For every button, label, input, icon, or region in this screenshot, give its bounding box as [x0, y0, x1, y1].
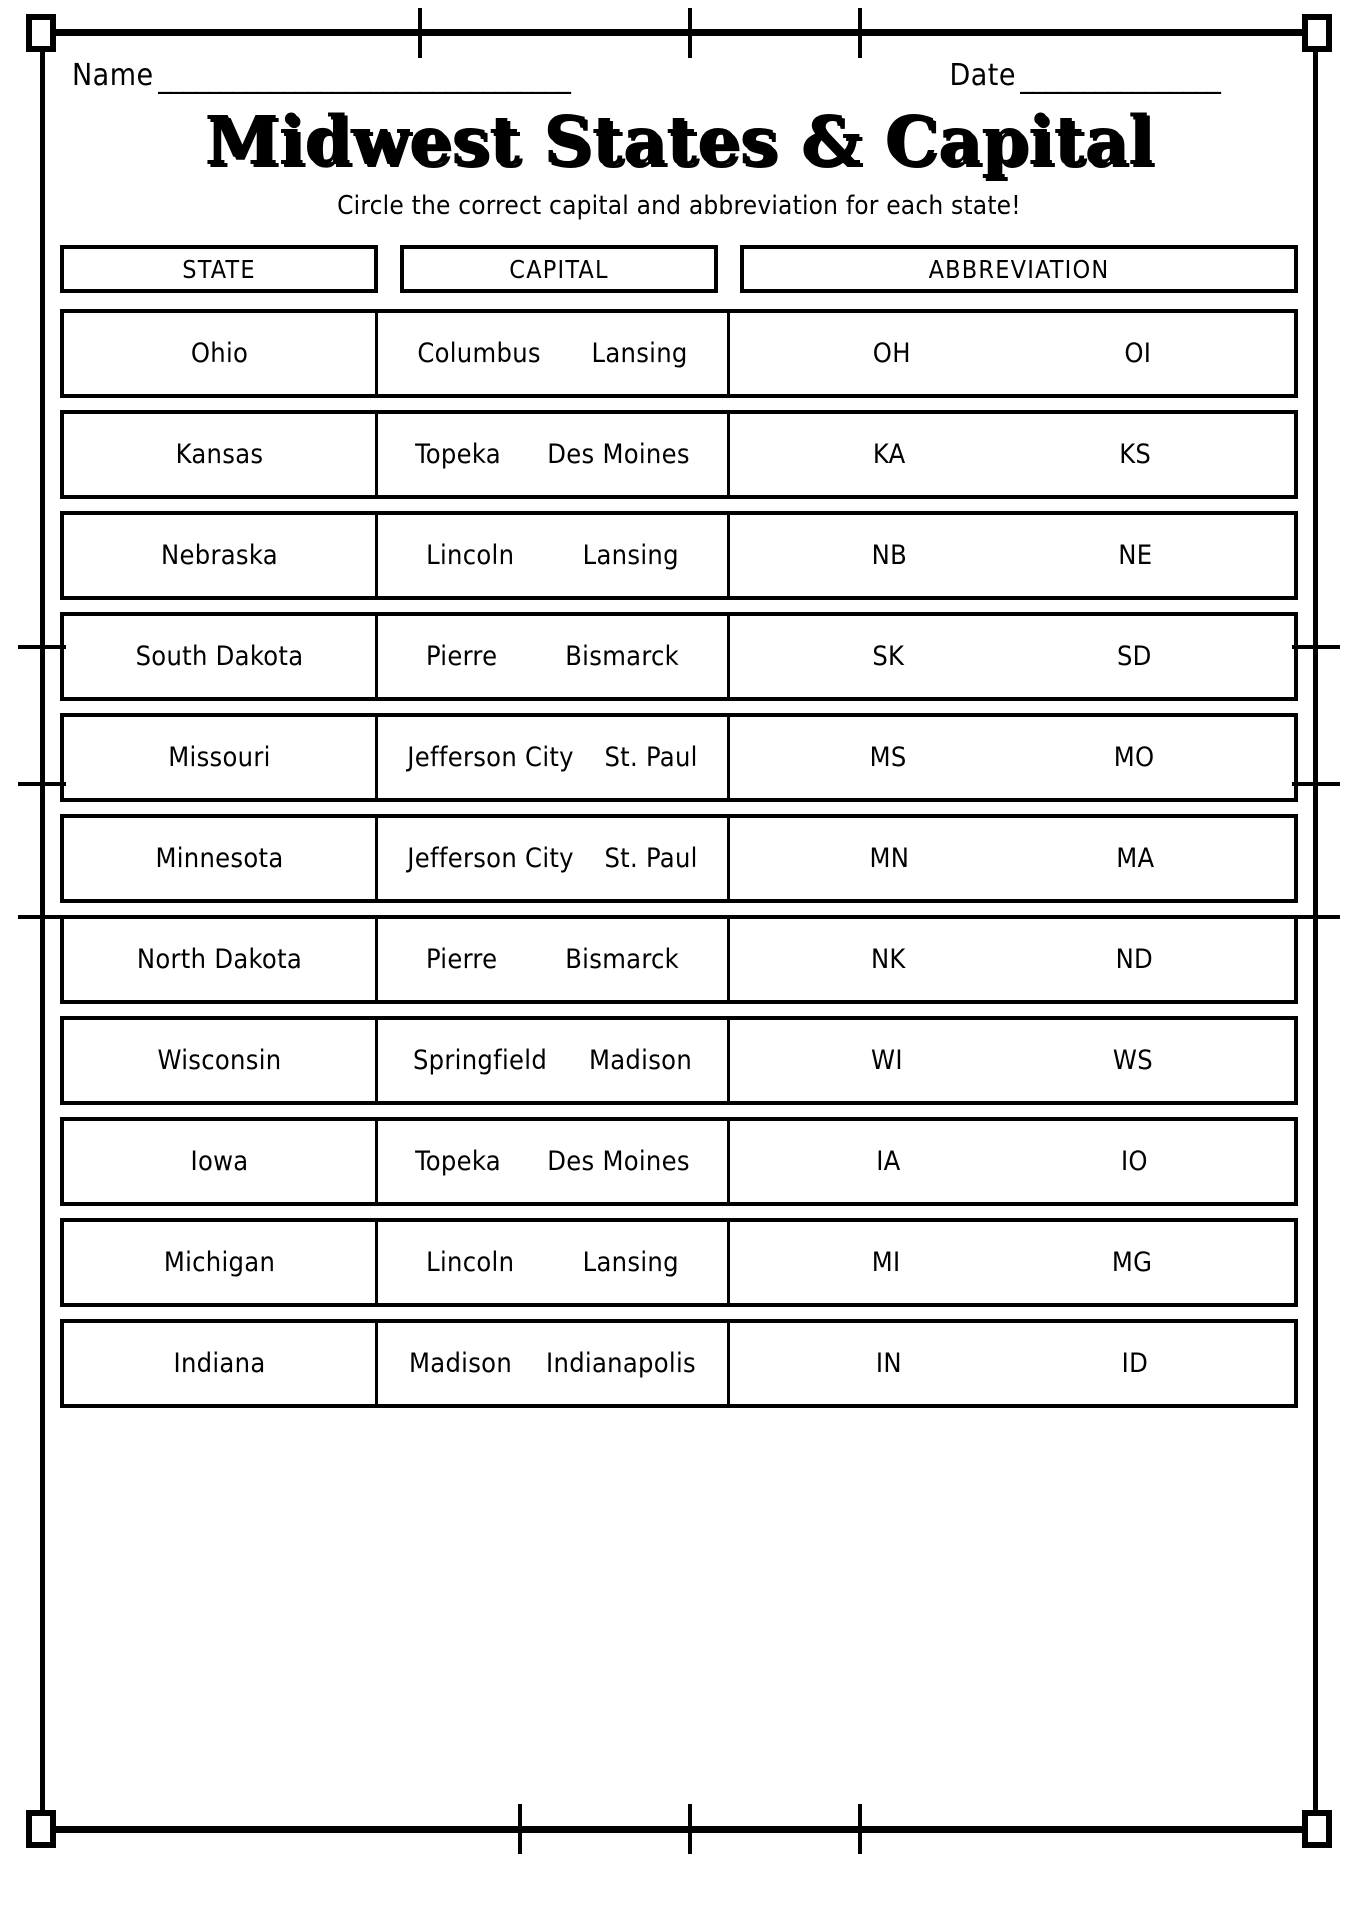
state-name-cell	[64, 818, 378, 899]
capital-options-cell	[378, 717, 730, 798]
abbreviation-option-a[interactable]: NK	[870, 944, 906, 976]
name-input-rule[interactable]: _________________________________	[157, 60, 570, 95]
table-row	[60, 814, 1298, 903]
abbreviation-option-b[interactable]: SD	[1116, 641, 1152, 673]
abbreviation-option-a[interactable]: WI	[871, 1045, 903, 1077]
state-name: Minnesota	[155, 843, 284, 875]
state-name-cell	[64, 1121, 378, 1202]
abbreviation-options-cell	[730, 616, 1294, 697]
capital-option-b[interactable]: Indianapolis	[546, 1348, 696, 1380]
frame-top-bar	[45, 29, 1313, 36]
capital-option-a[interactable]: Lincoln	[426, 1247, 515, 1279]
table-row	[60, 1117, 1298, 1206]
state-name-cell	[64, 616, 378, 697]
abbreviation-option-a[interactable]: MN	[869, 843, 910, 875]
state-name: Kansas	[175, 439, 264, 471]
capital-option-b[interactable]: Lansing	[591, 338, 688, 370]
capital-option-a[interactable]: Topeka	[415, 1146, 501, 1178]
abbreviation-options-cell	[730, 313, 1294, 394]
state-name: Wisconsin	[157, 1045, 282, 1077]
capital-option-a[interactable]: Jefferson City	[407, 843, 574, 875]
worksheet-instructions: Circle the correct capital and abbreviation for each state!	[337, 191, 1021, 222]
abbreviation-option-b[interactable]: MO	[1113, 742, 1155, 774]
capital-options-cell	[378, 1222, 730, 1303]
abbreviation-option-b[interactable]: IO	[1120, 1146, 1148, 1178]
abbreviation-option-b[interactable]: ND	[1115, 944, 1154, 976]
capital-option-a[interactable]: Springfield	[412, 1045, 548, 1077]
capital-option-a[interactable]: Madison	[409, 1348, 513, 1380]
abbreviation-options-cell	[730, 1020, 1294, 1101]
table-row	[60, 612, 1298, 701]
abbreviation-option-b[interactable]: MA	[1116, 843, 1155, 875]
table-body	[60, 309, 1298, 1408]
abbreviation-option-b[interactable]: MG	[1111, 1247, 1153, 1279]
capital-option-b[interactable]: Madison	[588, 1045, 693, 1077]
table-row	[60, 1319, 1298, 1408]
abbreviation-options-cell	[730, 1222, 1294, 1303]
capital-option-a[interactable]: Pierre	[425, 944, 498, 976]
abbreviation-option-a[interactable]: IA	[876, 1146, 901, 1178]
state-name-cell	[64, 515, 378, 596]
abbreviation-option-b[interactable]: OI	[1124, 338, 1152, 370]
capital-options-cell	[378, 1323, 730, 1404]
capital-options-cell	[378, 313, 730, 394]
frame-right-rule	[1313, 29, 1318, 1833]
abbreviation-option-a[interactable]: MS	[869, 742, 907, 774]
state-name: Nebraska	[161, 540, 278, 572]
capital-options-cell	[378, 616, 730, 697]
abbreviation-option-a[interactable]: IN	[875, 1348, 902, 1380]
state-name: Michigan	[163, 1247, 276, 1279]
capital-option-a[interactable]: Topeka	[415, 439, 501, 471]
state-name-cell	[64, 1222, 378, 1303]
capital-option-b[interactable]: Lansing	[582, 1247, 679, 1279]
state-name-cell	[64, 313, 378, 394]
abbreviation-option-b[interactable]: KS	[1119, 439, 1152, 471]
capital-option-b[interactable]: Lansing	[582, 540, 679, 572]
table-header-row	[60, 245, 1298, 293]
capital-option-b[interactable]: Bismarck	[565, 641, 680, 673]
capital-options-cell	[378, 818, 730, 899]
state-name-cell	[64, 414, 378, 495]
abbreviation-option-a[interactable]: KA	[872, 439, 906, 471]
capital-options-cell	[378, 1121, 730, 1202]
capital-option-b[interactable]: Bismarck	[565, 944, 680, 976]
date-label: Date	[949, 58, 1016, 93]
capital-option-a[interactable]: Columbus	[417, 338, 541, 370]
column-header-state: STATE	[60, 245, 378, 293]
name-label: Name	[72, 58, 154, 93]
abbreviation-option-a[interactable]: OH	[872, 338, 911, 370]
state-name: North Dakota	[136, 944, 303, 976]
table-row	[60, 713, 1298, 802]
abbreviation-option-a[interactable]: NB	[871, 540, 908, 572]
capital-option-b[interactable]: St. Paul	[604, 742, 698, 774]
state-name: Ohio	[190, 338, 249, 370]
state-name-cell	[64, 1020, 378, 1101]
capital-option-b[interactable]: Des Moines	[547, 439, 690, 471]
column-header-abbreviation: ABBREVIATION	[740, 245, 1298, 293]
abbreviation-options-cell	[730, 515, 1294, 596]
table-row	[60, 410, 1298, 499]
capital-options-cell	[378, 414, 730, 495]
abbreviation-option-b[interactable]: ID	[1121, 1348, 1149, 1380]
abbreviation-options-cell	[730, 818, 1294, 899]
worksheet-title: Midwest States & Capital	[204, 101, 1154, 180]
abbreviation-option-b[interactable]: WS	[1112, 1045, 1153, 1077]
table-row	[60, 511, 1298, 600]
abbreviation-options-cell	[730, 414, 1294, 495]
state-name: Indiana	[173, 1348, 266, 1380]
table-row	[60, 1218, 1298, 1307]
date-input-rule[interactable]: ________________	[1020, 60, 1220, 95]
abbreviation-option-a[interactable]: SK	[872, 641, 905, 673]
name-date-line	[60, 36, 1298, 93]
state-name: Missouri	[168, 742, 271, 774]
abbreviation-option-a[interactable]: MI	[871, 1247, 901, 1279]
state-name-cell	[64, 717, 378, 798]
worksheet-body	[45, 36, 1313, 1826]
table-row	[60, 309, 1298, 398]
abbreviation-option-b[interactable]: NE	[1118, 540, 1153, 572]
state-name: Iowa	[190, 1146, 249, 1178]
capital-option-a[interactable]: Jefferson City	[407, 742, 574, 774]
table-row	[60, 1016, 1298, 1105]
abbreviation-options-cell	[730, 717, 1294, 798]
state-name-cell	[64, 1323, 378, 1404]
capital-option-b[interactable]: Des Moines	[547, 1146, 690, 1178]
capital-option-a[interactable]: Pierre	[425, 641, 498, 673]
capital-options-cell	[378, 919, 730, 1000]
abbreviation-options-cell	[730, 1121, 1294, 1202]
abbreviation-options-cell	[730, 1323, 1294, 1404]
capital-option-a[interactable]: Lincoln	[426, 540, 515, 572]
state-name: South Dakota	[135, 641, 304, 673]
column-header-capital: CAPITAL	[400, 245, 718, 293]
capital-options-cell	[378, 515, 730, 596]
table-row	[60, 915, 1298, 1004]
state-name-cell	[64, 919, 378, 1000]
abbreviation-options-cell	[730, 919, 1294, 1000]
capital-option-b[interactable]: St. Paul	[604, 843, 698, 875]
capital-options-cell	[378, 1020, 730, 1101]
frame-bottom-bar	[45, 1826, 1313, 1833]
